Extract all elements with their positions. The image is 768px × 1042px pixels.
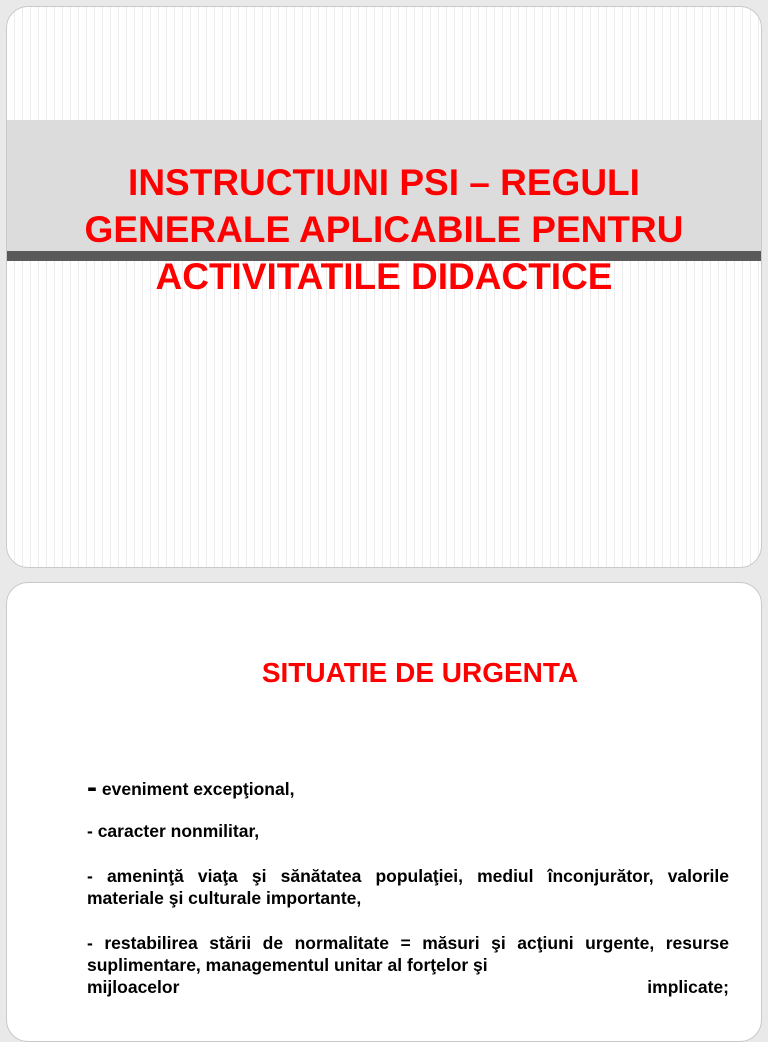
slide-2-title: SITUATIE DE URGENTA	[261, 657, 579, 688]
bullet-dash: -	[87, 771, 97, 804]
definition-list	[87, 771, 729, 1021]
slide-1	[6, 6, 762, 568]
main-title-line-1: INSTRUCTIUNI PSI – REGULI	[128, 162, 640, 203]
list-item-4	[87, 932, 729, 998]
main-title-line-3: ACTIVITATILE DIDACTICE	[155, 256, 613, 297]
list-item-3: - ameninţă viaţa şi sănătatea populaţiei, mediul înconjurător, valorile materiale şi culturale importante,	[87, 866, 729, 908]
list-item-4-last-line	[87, 976, 729, 998]
main-title-line-2: GENERALE APLICABILE PENTRU	[84, 209, 684, 250]
list-item-4-end-left: mijloacelor	[87, 977, 180, 997]
list-item-1-text: eveniment excepţional,	[101, 779, 295, 799]
slide-2	[6, 582, 762, 1042]
list-item-4-end-right: implicate;	[647, 977, 729, 997]
list-item-1	[87, 771, 729, 804]
list-item-2: - caracter nonmilitar,	[87, 821, 260, 841]
main-title	[7, 159, 761, 300]
list-item-4-text: - restabilirea stării de normalitate = măsuri şi acţiuni urgente, resurse suplimentare, managementul unitar al forţelor şi	[87, 933, 729, 975]
